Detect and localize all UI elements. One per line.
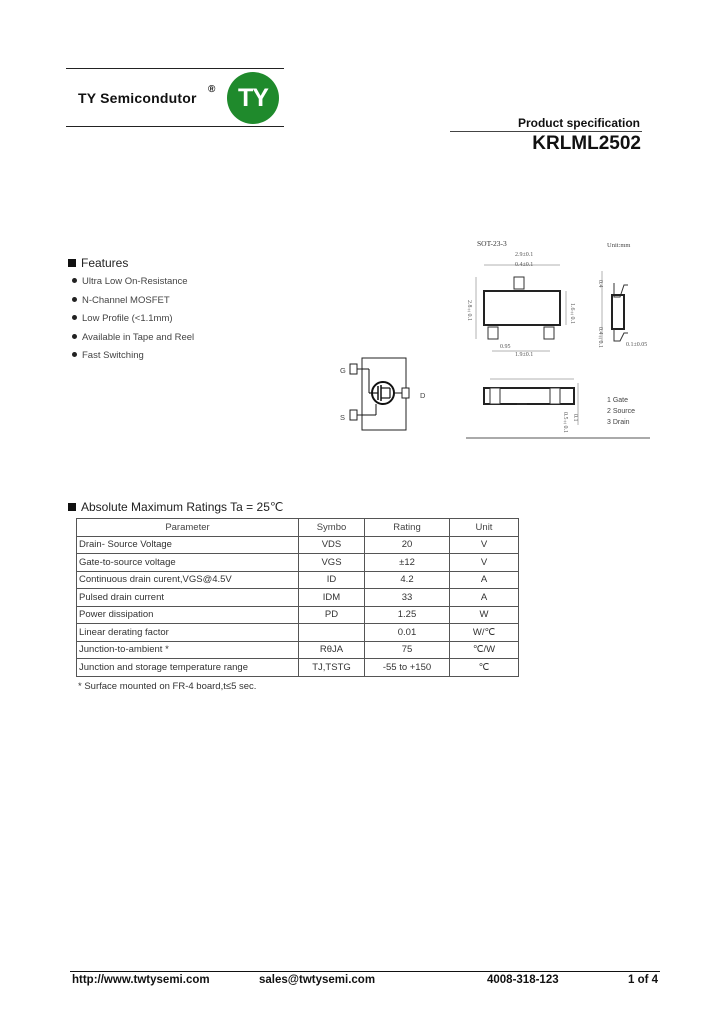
- dim-standoff: 0.5±0.1: [562, 412, 568, 433]
- feature-item: [72, 350, 194, 369]
- table-cell: 20: [365, 536, 450, 554]
- table-cell: W: [450, 606, 519, 624]
- dot-bullet-icon: [72, 297, 77, 302]
- table-cell: PD: [299, 606, 365, 624]
- gate-label: G: [340, 366, 346, 375]
- table-cell: Continuous drain curent,VGS@4.5V: [77, 571, 299, 589]
- table-cell: A: [450, 571, 519, 589]
- logo-text: TY: [238, 83, 268, 112]
- table-cell: Linear derating factor: [77, 624, 299, 642]
- dim-side-h: 0.4±0.1: [597, 327, 603, 348]
- table-cell: 0.01: [365, 624, 450, 642]
- table-cell: W/℃: [450, 624, 519, 642]
- feature-text: N-Channel MOSFET: [82, 294, 170, 306]
- phone-number: 4008-318-123: [487, 974, 559, 986]
- table-cell: ℃/W: [450, 641, 519, 659]
- table-row: [77, 536, 519, 554]
- source-label: S: [340, 413, 346, 422]
- table-row: [77, 659, 519, 677]
- company-logo: [227, 72, 279, 124]
- square-bullet-icon: [68, 259, 76, 267]
- header-cell: Rating: [365, 519, 450, 537]
- table-cell: Gate-to-source voltage: [77, 554, 299, 572]
- header-rule-top: [66, 68, 284, 69]
- ratings-table: [76, 518, 519, 677]
- page-number: 1 of 4: [628, 974, 659, 986]
- feature-text: Fast Switching: [82, 350, 144, 361]
- email-link[interactable]: sales@twtysemi.com: [259, 974, 376, 986]
- feature-item: [72, 332, 194, 351]
- table-row: [77, 589, 519, 607]
- table-cell: V: [450, 554, 519, 572]
- square-bullet-icon: [68, 503, 76, 511]
- package-name: SOT-23-3: [477, 239, 507, 248]
- table-cell: RθJA: [299, 641, 365, 659]
- feature-text: Ultra Low On-Resistance: [82, 276, 188, 287]
- dim-span: 1.9±0.1: [515, 352, 534, 358]
- dot-bullet-icon: [72, 315, 77, 320]
- table-cell: 33: [365, 589, 450, 607]
- table-cell: [299, 624, 365, 642]
- dim-body-width: 1.6±0.1: [569, 303, 575, 324]
- dot-bullet-icon: [72, 278, 77, 283]
- website-link[interactable]: http://www.twtysemi.com: [72, 974, 210, 986]
- pin-legend-item: 2 Source: [607, 408, 636, 415]
- feature-text: Low Profile (<1.1mm): [82, 313, 173, 324]
- pin-legend-item: 3 Drain: [607, 419, 630, 426]
- ratings-title: Absolute Maximum Ratings Ta = 25℃: [81, 500, 284, 514]
- table-cell: ±12: [365, 554, 450, 572]
- header-cell: Parameter: [77, 519, 299, 537]
- dim-top-width-2: 0.4±0.1: [515, 262, 534, 268]
- feature-item: [72, 313, 194, 332]
- feature-text: Available in Tape and Reel: [82, 331, 195, 343]
- table-cell: -55 to +150: [365, 659, 450, 677]
- features-list: [72, 276, 194, 369]
- features-heading: [68, 256, 128, 270]
- header-cell: Symbo: [299, 519, 365, 537]
- footer-rule: [70, 971, 660, 972]
- table-cell: Junction-to-ambient *: [77, 641, 299, 659]
- dot-bullet-icon: [72, 334, 77, 339]
- pin-legend: [607, 395, 635, 428]
- table-row: [77, 641, 519, 659]
- ratings-heading: [68, 500, 283, 514]
- table-cell: Junction and storage temperature range: [77, 659, 299, 677]
- registered-mark: ®: [208, 84, 216, 95]
- table-cell: TJ,TSTG: [299, 659, 365, 677]
- package-unit: Unit:mm: [607, 242, 631, 249]
- table-cell: Pulsed drain current: [77, 589, 299, 607]
- spec-rule: [450, 131, 642, 132]
- feature-item: [72, 276, 194, 295]
- table-cell: V: [450, 536, 519, 554]
- features-title: Features: [81, 256, 129, 270]
- table-row: [77, 606, 519, 624]
- dim-thickness: 0.4: [597, 280, 603, 288]
- company-name: TY Semicondutor: [78, 90, 197, 106]
- table-cell: ID: [299, 571, 365, 589]
- table-row: [77, 571, 519, 589]
- product-spec-label: Product specification: [517, 116, 640, 130]
- table-cell: VDS: [299, 536, 365, 554]
- dim-pitch: 0.95: [500, 344, 511, 350]
- table-cell: 1.25: [365, 606, 450, 624]
- table-row: [77, 554, 519, 572]
- header-rule-bottom: [66, 126, 284, 127]
- table-cell: Power dissipation: [77, 606, 299, 624]
- dot-bullet-icon: [72, 352, 77, 357]
- part-number: KRLML2502: [532, 133, 641, 154]
- table-cell: ℃: [450, 659, 519, 677]
- table-cell: IDM: [299, 589, 365, 607]
- dim-lead-len: 0.1: [572, 414, 578, 422]
- dim-body-height: 2.8±0.1: [466, 300, 472, 321]
- ratings-footnote: * Surface mounted on FR-4 board,t≤5 sec.: [78, 681, 257, 692]
- table-cell: 4.2: [365, 571, 450, 589]
- feature-item: [72, 295, 194, 314]
- drain-label: D: [420, 391, 426, 400]
- pin-legend-item: 1 Gate: [607, 397, 629, 404]
- header-cell: Unit: [450, 519, 519, 537]
- table-header-row: [77, 519, 519, 537]
- dim-top-width-1: 2.9±0.1: [515, 252, 534, 258]
- dim-lead: 0.1±0.05: [626, 342, 648, 348]
- table-cell: VGS: [299, 554, 365, 572]
- table-cell: Drain- Source Voltage: [77, 536, 299, 554]
- table-cell: A: [450, 589, 519, 607]
- table-cell: 75: [365, 641, 450, 659]
- table-row: [77, 624, 519, 642]
